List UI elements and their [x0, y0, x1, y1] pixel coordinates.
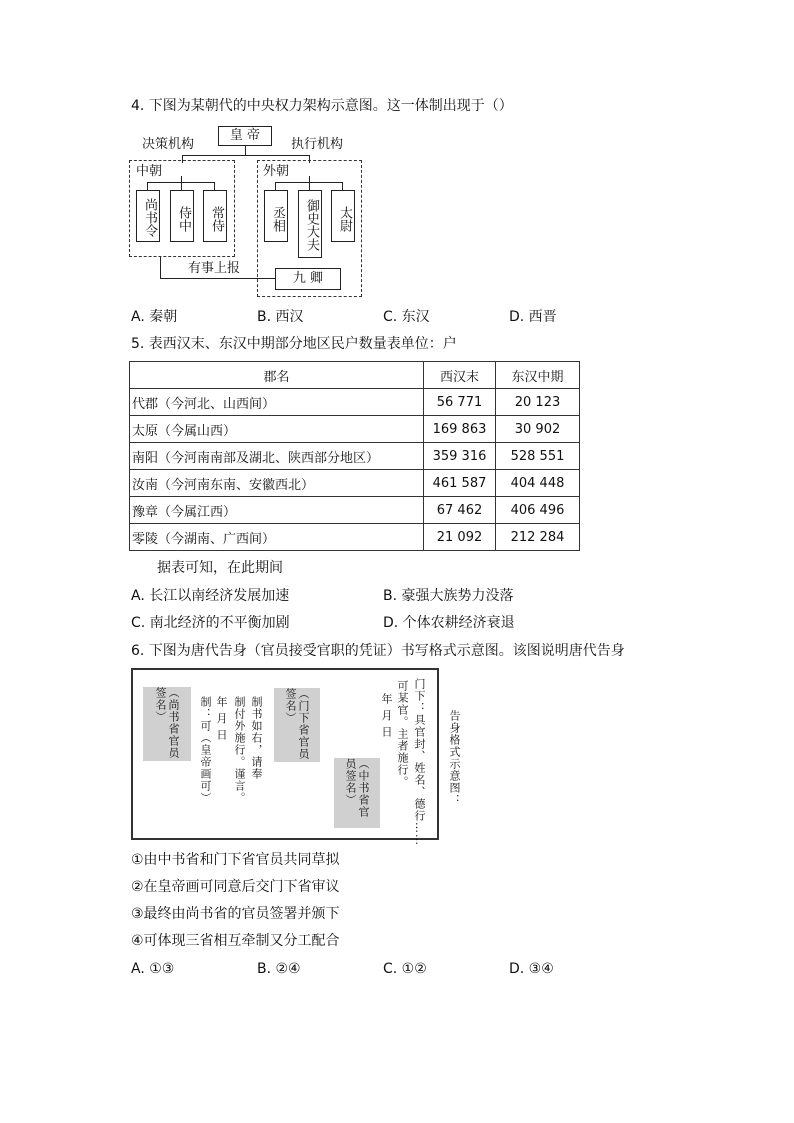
connector [245, 146, 246, 155]
q5-option-c: C. 南北经济的不平衡加剧 [131, 615, 290, 631]
inner-item-shangshuling: 尚书令 [136, 190, 160, 242]
value-cell: 461 587 [424, 470, 496, 497]
connector [275, 182, 276, 190]
value-cell: 21 092 [424, 524, 496, 551]
connector [181, 176, 182, 190]
connector [182, 155, 309, 156]
q4-option-d: D. 西晋 [509, 309, 557, 325]
region-cell: 太原（今属山西） [130, 416, 424, 443]
col-menxia: 门下：具官封、姓名、德行…… [413, 678, 426, 846]
outer-item-yushidafu: 御史大夫 [298, 190, 322, 258]
value-cell: 406 496 [496, 497, 580, 524]
q6-statement-3: ③最终由尚书省的官员签署并颁下 [131, 906, 340, 922]
header-cell: 西汉末 [424, 362, 496, 389]
table-row [130, 443, 580, 470]
value-cell: 404 448 [496, 470, 580, 497]
connector [342, 182, 343, 190]
connector [160, 278, 275, 279]
inner-item-changshi: 常侍 [203, 190, 227, 242]
inner-item-shizhong: 侍中 [170, 190, 194, 242]
value-cell: 56 771 [424, 389, 496, 416]
q4-option-b: B. 西汉 [257, 309, 304, 325]
table-row [130, 416, 580, 443]
shangshu-sign-box: （尚书省官员签名） [143, 687, 191, 761]
outer-item-taiwei: 太尉 [331, 190, 355, 242]
emperor-box: 皇 帝 [218, 126, 272, 146]
table-row [130, 497, 580, 524]
connector [160, 257, 161, 278]
q6-option-d: D. ③④ [509, 961, 554, 977]
q5-option-b: B. 豪强大族势力没落 [383, 588, 514, 604]
q4-option-a: A. 秦朝 [131, 309, 178, 325]
q6-statement-1: ①由中书省和门下省官员共同草拟 [131, 852, 340, 868]
q5-option-d: D. 个体农耕经济衰退 [383, 615, 515, 631]
report-label: 有事上报 [188, 261, 241, 276]
household-table [129, 361, 580, 551]
connector [309, 176, 310, 190]
col-date2: 年 月 日 [380, 693, 393, 738]
value-cell: 528 551 [496, 443, 580, 470]
value-cell: 20 123 [496, 389, 580, 416]
region-cell: 代郡（今河北、山西间） [130, 389, 424, 416]
region-cell: 豫章（今属江西） [130, 497, 424, 524]
value-cell: 359 316 [424, 443, 496, 470]
table-row [130, 389, 580, 416]
header-cell: 东汉中期 [496, 362, 580, 389]
connector [214, 182, 215, 190]
connector [147, 182, 148, 190]
col-kemou: 可某官。主者施行。 [396, 680, 409, 788]
execution-label: 执行机构 [291, 137, 344, 152]
outer-court-label: 外朝 [263, 164, 290, 179]
col-zhi: 制：可（皇帝画可） [199, 696, 212, 804]
decision-label: 决策机构 [142, 137, 195, 152]
header-cell: 郡名 [130, 362, 424, 389]
zhongshu-sign-box: （中书省官员签名） [334, 758, 380, 828]
q4-option-c: C. 东汉 [383, 309, 430, 325]
col-fu: 制付外施行。谨言。 [233, 696, 246, 804]
q5-note: 据表可知，在此期间 [157, 560, 283, 576]
q4-stem: 4. 下图为某朝代的中央权力架构示意图。这一体制出现于（） [131, 98, 513, 114]
menxia-sign-box: （门下省官员签名） [274, 688, 320, 762]
inner-court-label: 中朝 [136, 164, 163, 179]
q6-option-b: B. ②④ [257, 961, 301, 977]
region-cell: 汝南（今河南东南、安徽西北） [130, 470, 424, 497]
q5-stem: 5. 表西汉末、东汉中期部分地区民户数量表单位：户 [131, 336, 457, 352]
table-header-row [130, 362, 580, 389]
value-cell: 212 284 [496, 524, 580, 551]
q6-statement-4: ④可体现三省相互牵制又分工配合 [131, 933, 340, 949]
table-row [130, 470, 580, 497]
table-row [130, 524, 580, 551]
nine-ministers-box: 九 卿 [275, 268, 341, 290]
value-cell: 30 902 [496, 416, 580, 443]
col-zhishu: 制书如右，请奉 [250, 696, 263, 780]
outer-item-chengxiang: 丞相 [264, 190, 288, 242]
region-cell: 南阳（今河南南部及湖北、陕西部分地区） [130, 443, 424, 470]
value-cell: 67 462 [424, 497, 496, 524]
value-cell: 169 863 [424, 416, 496, 443]
q6-option-a: A. ①③ [131, 961, 175, 977]
figure-side-caption: 告身格式示意图： [448, 710, 461, 806]
region-cell: 零陵（今湖南、广西间） [130, 524, 424, 551]
q6-stem: 6. 下图为唐代告身（官员接受官职的凭证）书写格式示意图。该图说明唐代告身 [131, 643, 625, 659]
col-date1: 年 月 日 [215, 696, 228, 741]
q5-option-a: A. 长江以南经济发展加速 [131, 588, 290, 604]
q6-option-c: C. ①② [383, 961, 427, 977]
q6-statement-2: ②在皇帝画可同意后交门下省审议 [131, 879, 340, 895]
